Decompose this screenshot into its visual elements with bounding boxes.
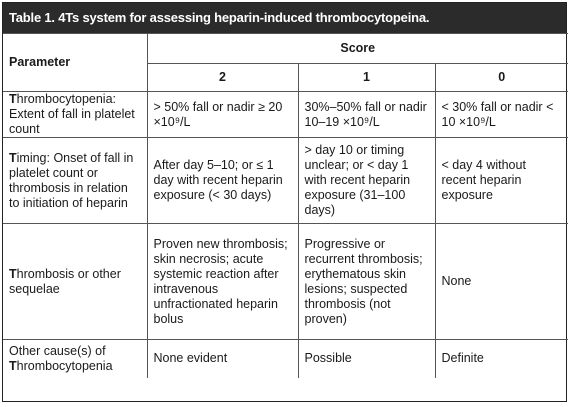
header-row-1 [3, 34, 568, 64]
score-0-cell: Definite [435, 340, 568, 378]
parameter-cell [3, 92, 147, 138]
table-row [3, 92, 568, 138]
score-2-cell: Proven new thrombosis; skin necrosis; acute systemic reaction after intravenous unfractionated heparin bolus [147, 224, 298, 340]
score-1-cell: > day 10 or timing unclear; or < day 1 with recent heparin exposure (31–100 days) [298, 138, 435, 224]
score-header: Score [147, 34, 568, 64]
table-row [3, 224, 568, 340]
table-title: Table 1. 4Ts system for assessing heparin-induced thrombocytopeina. [3, 3, 566, 33]
score-2-cell: None evident [147, 340, 298, 378]
param-initial: T [9, 266, 17, 281]
param-initial: T [9, 358, 17, 373]
param-initial: T [9, 150, 17, 165]
parameter-cell [3, 138, 147, 224]
score-1-cell: Possible [298, 340, 435, 378]
param-prefix: Other cause(s) of [9, 343, 106, 358]
table-row [3, 138, 568, 224]
score-0-header: 0 [435, 64, 568, 92]
score-2-cell: After day 5–10; or ≤ 1 day with recent heparin exposure (< 30 days) [147, 138, 298, 224]
param-text: hrombocytopenia [16, 358, 113, 373]
param-initial: T [9, 92, 17, 106]
score-0-cell: None [435, 224, 568, 340]
score-0-cell: < day 4 without recent heparin exposure [435, 138, 568, 224]
parameter-cell [3, 224, 147, 340]
score-1-header: 1 [298, 64, 435, 92]
4ts-table [3, 33, 568, 378]
score-1-cell: 30%–50% fall or nadir 10–19 ×10⁹/L [298, 92, 435, 138]
parameter-header: Parameter [3, 34, 147, 92]
param-text: hrombosis or other sequelae [9, 266, 121, 296]
score-0-cell: < 30% fall or nadir < 10 ×10⁹/L [435, 92, 568, 138]
param-text: iming: Onset of fall in platelet count or thrombosis in relation to initiation of heparin [9, 150, 134, 210]
param-text: hrombocytopenia: Extent of fall in platelet count [9, 92, 135, 136]
score-2-header: 2 [147, 64, 298, 92]
table-frame [2, 2, 567, 402]
score-2-cell: > 50% fall or nadir ≥ 20 ×10⁹/L [147, 92, 298, 138]
parameter-cell [3, 340, 147, 378]
score-1-cell: Progressive or recurrent thrombosis; erythematous skin lesions; suspected thrombosis (not proven) [298, 224, 435, 340]
table-row [3, 340, 568, 378]
